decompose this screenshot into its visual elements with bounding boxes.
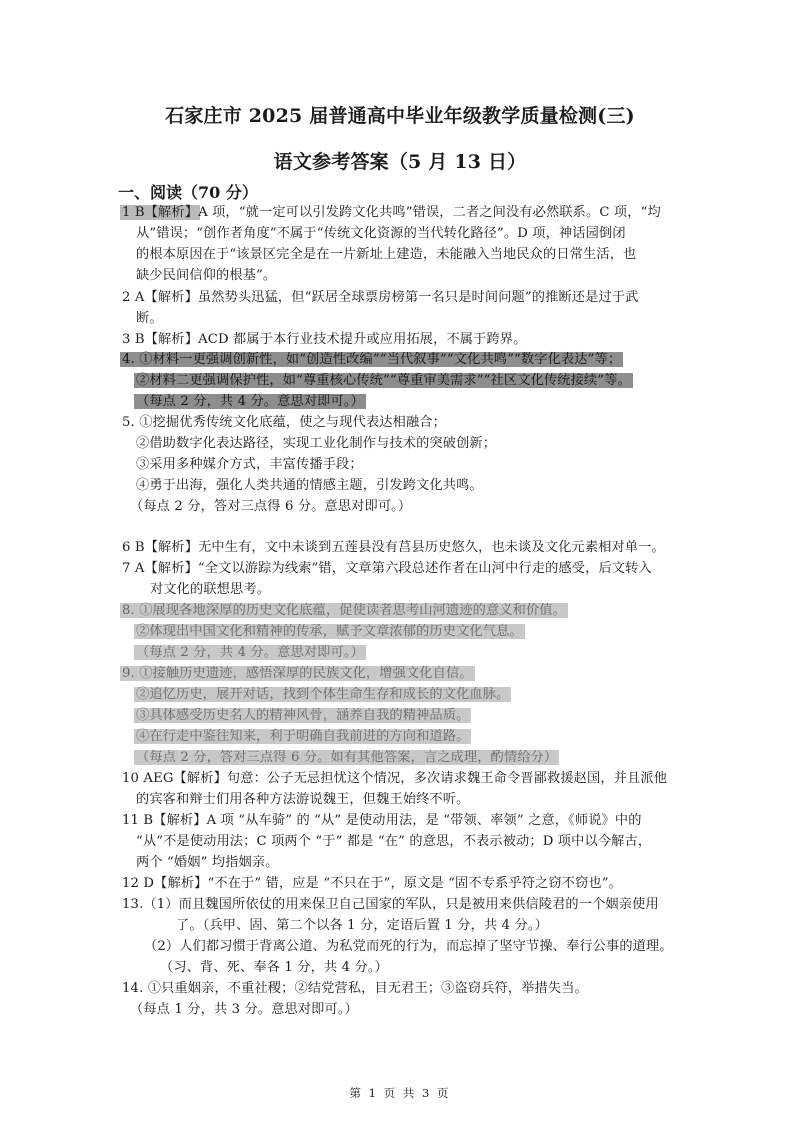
- answer-q5-line2: ②借助数字化表达路径，实现工业化制作与技术的突破创新；: [136, 436, 497, 451]
- section-heading-reading: 一、阅读（70 分）: [118, 183, 258, 202]
- page-number: 第 1 页 共 3 页: [349, 1086, 451, 1100]
- answer-q13-line4: （习、背、死、奉各 1 分，共 4 分。）: [160, 960, 388, 975]
- answer-q9-line2-text: ②追忆历史，展开对话，找到个体生命生存和成长的文化血脉。: [136, 687, 510, 702]
- answer-q9-line4-text: ④在行走中鉴往知来，利于明确自我前进的方向和道路。: [136, 729, 470, 744]
- answer-q2-line2: 断。: [136, 311, 163, 326]
- answer-q5-line4: ④勇于出海，强化人类共通的情感主题，引发跨文化共鸣。: [136, 478, 483, 493]
- answer-q11-line1: 11 B【解析】A 项 “从车骑” 的 “从” 是使动用法，是 “带领、率领” 之意，《师说》中的: [122, 813, 642, 828]
- answer-q8-line1-text: 8. ①展现各地深厚的历史文化底蕴，促使读者思考山河遗迹的意义和价值。: [122, 603, 567, 618]
- answer-q4-line1-text: 4. ①材料一更强调创新性，如“创造性改编”“当代叙事”“文化共鸣”“数字化表达”等；: [122, 352, 622, 367]
- answer-q11-line2: “从”不是使动用法；C 项两个 “于” 都是 “在” 的意思，不表示被动；D 项中以今解古，: [136, 834, 652, 849]
- answer-q5-line3: ③采用多种媒介方式，丰富传播手段；: [136, 457, 363, 472]
- answer-q4-line1: [122, 350, 621, 370]
- answer-q6-line1: 6 B【解析】无中生有，文中未谈到五莲县没有莒县历史悠久，也未谈及文化元素相对单一。: [122, 540, 665, 555]
- answer-q4-line3: [136, 392, 364, 412]
- answer-q9-line3: [136, 706, 469, 726]
- answer-q8-line2-text: ②体现出中国文化和精神的传承，赋予文章浓郁的历史文化气息。: [136, 624, 523, 639]
- answer-q7-line1: 7 A【解析】“全文以游踪为线索”错，文章第六段总述作者在山河中行走的感受，后文转入: [122, 561, 652, 576]
- answer-q7-line2: 对文化的联想思考。: [150, 582, 271, 597]
- answer-q1-line3: 的根本原因在于“该景区完全是在一片新址上建造，未能融入当地民众的日常生活，也: [136, 247, 637, 262]
- answer-q11-line3: 两个 “婚姻” 均指姻亲。: [136, 855, 279, 870]
- answer-q1-line1: [122, 203, 661, 223]
- answer-q9-line1: [122, 664, 473, 684]
- answer-q13-line1: 13.（1）而且魏国所依仗的用来保卫自己国家的军队，只是被用来供信陵君的一个姻亲使用: [122, 897, 659, 912]
- answer-q5-line1: 5. ①挖掘优秀传统文化底蕴，使之与现代表达相融合；: [122, 415, 446, 430]
- answer-q3-line1: 3 B【解析】ACD 都属于本行业技术提升或应用拓展，不属于跨界。: [122, 332, 527, 347]
- answer-q13-line3: （2）人们都习惯于背离公道、为私党而死的行为，而忘掉了坚守节操、奉行公事的道理。: [144, 939, 673, 954]
- answer-q4-line3-text: （每点 2 分，共 4 分。意思对即可。）: [136, 394, 364, 409]
- answer-q1-line1-text: A 项，“就一定可以引发跨文化共鸣”错误，二者之间没有必然联系。C 项，“均: [198, 205, 661, 220]
- answer-q8-line3-text: （每点 2 分，共 4 分。意思对即可。）: [136, 645, 364, 660]
- answer-q9-line5-text: （每点 2 分，答对三点得 6 分。如有其他答案，言之成理，酌情给分）: [136, 750, 558, 765]
- answer-q1-line4: 缺少民间信仰的根基”。: [136, 268, 277, 283]
- answer-q9-line2: [136, 685, 509, 705]
- answer-q5-line5: （每点 2 分，答对三点得 6 分。意思对即可。）: [130, 499, 412, 514]
- answer-q9-line4: [136, 727, 469, 747]
- answer-q9-line1-text: 9. ①接触历史遗迹，感悟深厚的民族文化，增强文化自信。: [122, 666, 473, 681]
- answer-q9-line3-text: ③具体感受历史名人的精神风骨，涵养自我的精神品质。: [136, 708, 470, 723]
- answer-q1-prefix: 1 B【解析】: [122, 205, 199, 220]
- answer-q4-line2-text: ②材料二更强调保护性，如“尊重核心传统”“尊重审美需求”“社区文化传统接续”等。: [136, 373, 631, 388]
- answer-q14-line1: 14. ①只重姻亲，不重社稷；②结党营私，目无君王；③盗窃兵符，举措失当。: [122, 981, 588, 996]
- answer-q8-line3: [136, 643, 364, 663]
- answer-q14-line2: （每点 1 分，共 3 分。意思对即可。）: [130, 1002, 358, 1017]
- answer-q8-line1: [122, 601, 566, 621]
- answer-q13-line2: 了。（兵甲、固、第二个以各 1 分，定语后置 1 分，共 4 分。）: [176, 918, 548, 933]
- document-subtitle: 语文参考答案（5 月 13 日）: [273, 151, 527, 173]
- answer-q9-line5: [136, 748, 557, 768]
- answer-q2-line1: 2 A【解析】虽然势头迅猛，但“跃居全球票房榜第一名只是时间问题”的推断还是过于武: [122, 290, 639, 305]
- answer-q4-line2: [136, 371, 631, 391]
- answer-q1-line2: 从”错误；“创作者角度”不属于“传统文化资源的当代转化路径”。D 项，神话园倒闭: [136, 226, 626, 241]
- answer-q10-line1: 10 AEG【解析】句意：公子无忌担忧这个情况，多次请求魏王命令晋鄙救援赵国，并且派他: [122, 771, 668, 786]
- answer-q10-line2: 的宾客和辩士们用各种方法游说魏王，但魏王始终不听。: [136, 792, 470, 807]
- answer-q8-line2: [136, 622, 523, 642]
- document-title: 石家庄市 2025 届普通高中毕业年级教学质量检测(三): [165, 105, 635, 127]
- answer-q12-line1: 12 D【解析】“不在于” 错，应是 “不只在于”，原文是 “固不专系乎符之窃不窃也”。: [122, 876, 622, 891]
